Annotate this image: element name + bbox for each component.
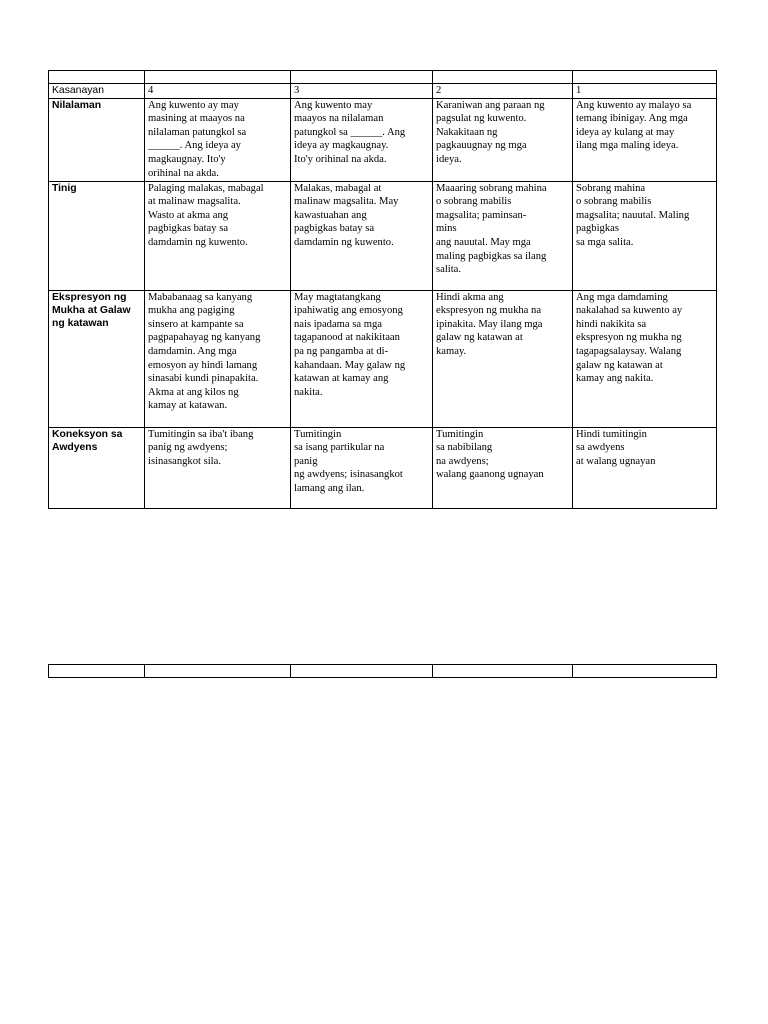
table-cell: Palaging malakas, mabagal at malinaw magsalita. Wasto at akma ang pagbigkas batay sa damdamin ng kuwento. xyxy=(145,181,291,290)
table-row xyxy=(49,427,717,508)
table-cell: Ang kuwento may maayos na nilalaman patungkol sa ______. Ang ideya ay magkaugnay. Ito'y orihinal na akda. xyxy=(291,98,433,181)
table-cell xyxy=(573,665,717,678)
level-header: 1 xyxy=(573,84,717,99)
table-cell: Mababanaag sa kanyang mukha ang pagiging sinsero at kampante sa pagpapahayag ng kanyang damdamin. Ang mga emosyon ay hindi lamang sinasabi kundi pinapakita. Akma at ang kilos ng kamay at katawan. xyxy=(145,290,291,427)
table-cell xyxy=(291,71,433,84)
table-cell: Ang kuwento ay may masining at maayos na nilalaman patungkol sa ______. Ang ideya ay magkaugnay. Ito'y orihinal na akda. xyxy=(145,98,291,181)
table-cell: Hindi akma ang ekspresyon ng mukha na ipinakita. May ilang mga galaw ng katawan at kamay. xyxy=(433,290,573,427)
table-cell: Hindi tumitingin sa awdyens at walang ugnayan xyxy=(573,427,717,508)
table-cell: Ang kuwento ay malayo sa temang ibinigay. Ang mga ideya ay kulang at may ilang mga maling ideya. xyxy=(573,98,717,181)
rubric-table xyxy=(48,70,717,509)
table-cell xyxy=(49,665,145,678)
table-cell xyxy=(49,71,145,84)
table-row xyxy=(49,665,717,678)
criterion-label: Koneksyon sa Awdyens xyxy=(49,427,145,508)
criterion-label: Nilalaman xyxy=(49,98,145,181)
table-cell xyxy=(145,665,291,678)
table-cell: Tumitingin sa isang partikular na panig ng awdyens; isinasangkot lamang ang ilan. xyxy=(291,427,433,508)
table-cell: Maaaring sobrang mahina o sobrang mabilis magsalita; paminsan- mins ang nauutal. May mga maling pagbigkas sa ilang salita. xyxy=(433,181,573,290)
table-cell xyxy=(145,71,291,84)
table-cell: May magtatangkang ipahiwatig ang emosyong nais ipadama sa mga tagapanood at nakikitaan pa ng pangamba at di- kahandaan. May galaw ng katawan at kamay ang nakita. xyxy=(291,290,433,427)
rubric-header-row xyxy=(49,84,717,99)
criteria-header: Kasanayan xyxy=(49,84,145,99)
table-cell: Sobrang mahina o sobrang mabilis magsalita; nauutal. Maling pagbigkas sa mga salita. xyxy=(573,181,717,290)
table-cell xyxy=(573,71,717,84)
table-row xyxy=(49,290,717,427)
criterion-label: Tinig xyxy=(49,181,145,290)
table-cell: Tumitingin sa nabibilang na awdyens; walang gaanong ugnayan xyxy=(433,427,573,508)
table-row xyxy=(49,98,717,181)
rubric-blank-row xyxy=(49,71,717,84)
table-cell: Karaniwan ang paraan ng pagsulat ng kuwento. Nakakitaan ng pagkauugnay ng mga ideya. xyxy=(433,98,573,181)
level-header: 4 xyxy=(145,84,291,99)
level-header: 2 xyxy=(433,84,573,99)
table-cell xyxy=(433,71,573,84)
table-cell: Ang mga damdaming nakalahad sa kuwento ay hindi nakikita sa ekspresyon ng mukha ng tagapagsalaysay. Walang galaw ng katawan at kamay ang nakita. xyxy=(573,290,717,427)
table-cell: Malakas, mabagal at malinaw magsalita. May kawastuahan ang pagbigkas batay sa damdamin ng kuwento. xyxy=(291,181,433,290)
criterion-label: Ekspresyon ng Mukha at Galaw ng katawan xyxy=(49,290,145,427)
table-cell: Tumitingin sa iba't ibang panig ng awdyens; isinasangkot sila. xyxy=(145,427,291,508)
table-cell xyxy=(433,665,573,678)
table-row xyxy=(49,181,717,290)
table-cell xyxy=(291,665,433,678)
level-header: 3 xyxy=(291,84,433,99)
blank-table xyxy=(48,664,717,678)
